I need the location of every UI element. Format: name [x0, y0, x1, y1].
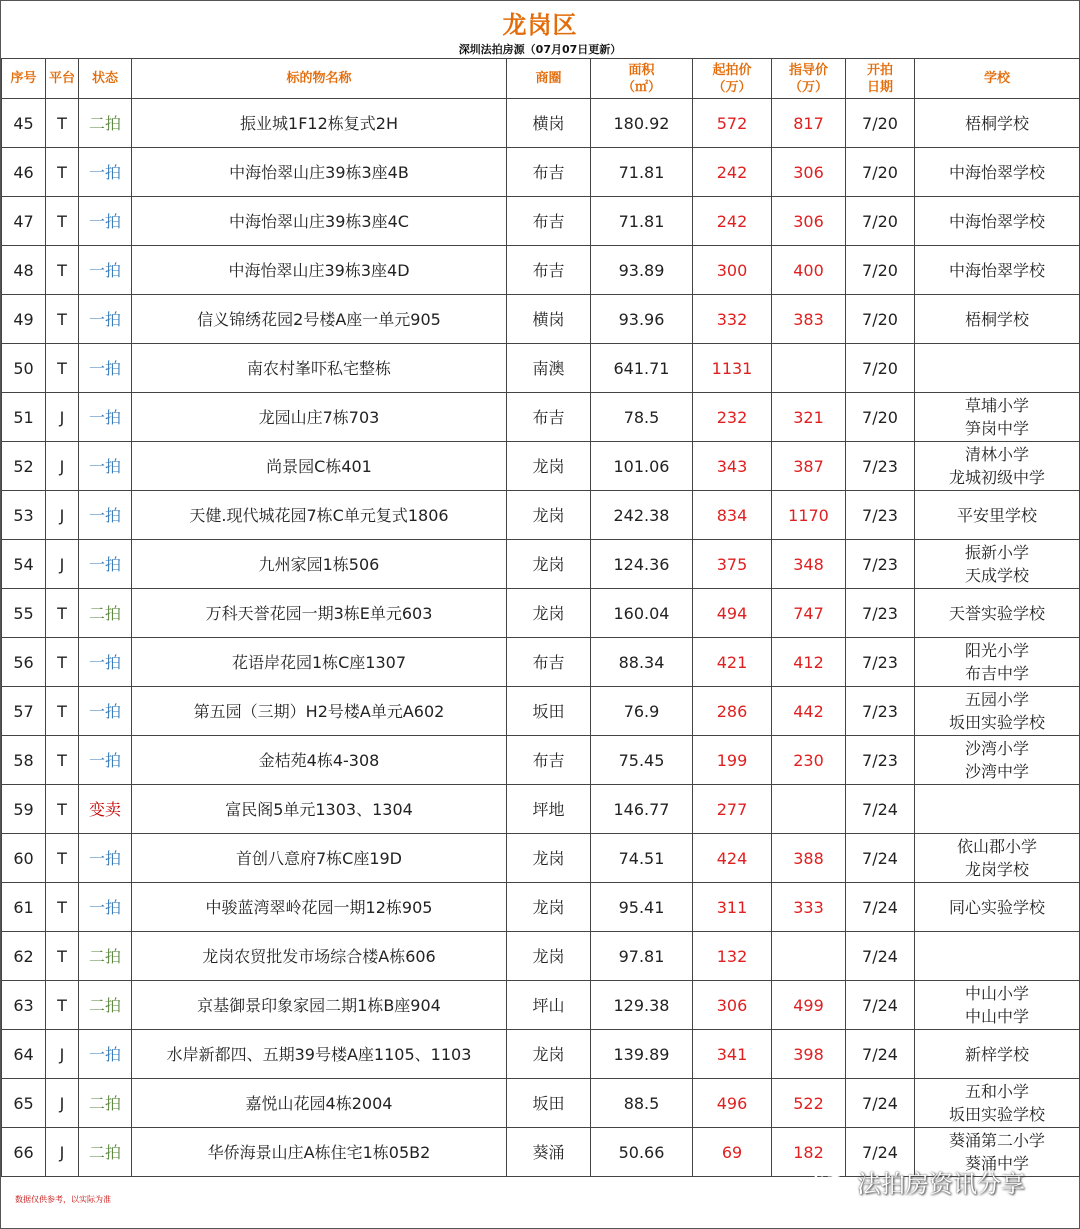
cell-name: 南农村峯吓私宅整栋 — [132, 344, 507, 393]
cell-name: 首创八意府7栋C座19D — [132, 834, 507, 883]
cell-guide-price: 387 — [772, 442, 846, 491]
cell-name: 中海怡翠山庄39栋3座4B — [132, 148, 507, 197]
cell-date: 7/23 — [846, 736, 915, 785]
school-name: 中海怡翠学校 — [948, 211, 1045, 231]
cell-name: 万科天誉花园一期3栋E单元603 — [132, 589, 507, 638]
school-name: 龙城初级中学 — [948, 468, 1045, 487]
cell-platform: T — [46, 736, 79, 785]
table-row — [2, 344, 1080, 393]
watermark — [813, 1164, 1025, 1199]
cell-no: 45 — [2, 99, 46, 148]
cell-zone: 坂田 — [507, 1079, 591, 1128]
cell-guide-price — [772, 785, 846, 834]
cell-start-price: 421 — [693, 638, 772, 687]
cell-name: 振业城1F12栋复式2H — [132, 99, 507, 148]
cell-platform: J — [46, 540, 79, 589]
cell-start-price: 341 — [693, 1030, 772, 1079]
cell-start-price: 277 — [693, 785, 772, 834]
cell-size: 93.96 — [591, 295, 693, 344]
cell-guide-price: 747 — [772, 589, 846, 638]
cell-zone: 布吉 — [507, 148, 591, 197]
header-row — [2, 59, 1080, 99]
school-name: 天成学校 — [964, 566, 1029, 585]
cell-guide-price: 306 — [772, 197, 846, 246]
table-row — [2, 736, 1080, 785]
cell-size: 88.34 — [591, 638, 693, 687]
school-name: 依山郡小学 — [956, 837, 1037, 856]
cell-school — [915, 785, 1080, 834]
cell-guide-price: 230 — [772, 736, 846, 785]
cell-date: 7/24 — [846, 932, 915, 981]
cell-size: 97.81 — [591, 932, 693, 981]
cell-size: 180.92 — [591, 99, 693, 148]
cell-zone: 横岗 — [507, 99, 591, 148]
cell-school — [915, 1079, 1080, 1128]
school-name: 五和小学 — [964, 1082, 1029, 1101]
cell-guide-price: 499 — [772, 981, 846, 1030]
cell-name: 中海怡翠山庄39栋3座4D — [132, 246, 507, 295]
cell-guide-price: 182 — [772, 1128, 846, 1177]
header-school: 学校 — [915, 59, 1080, 99]
cell-platform: J — [46, 442, 79, 491]
table-row — [2, 687, 1080, 736]
cell-size: 78.5 — [591, 393, 693, 442]
cell-size: 93.89 — [591, 246, 693, 295]
cell-size: 139.89 — [591, 1030, 693, 1079]
cell-start-price: 494 — [693, 589, 772, 638]
cell-name: 龙岗农贸批发市场综合楼A栋606 — [132, 932, 507, 981]
wechat-icon — [813, 1169, 847, 1195]
cell-size: 50.66 — [591, 1128, 693, 1177]
cell-zone: 布吉 — [507, 736, 591, 785]
cell-guide-price: 400 — [772, 246, 846, 295]
cell-no: 53 — [2, 491, 46, 540]
cell-no: 57 — [2, 687, 46, 736]
table-row — [2, 491, 1080, 540]
cell-platform: J — [46, 1079, 79, 1128]
cell-platform: J — [46, 1128, 79, 1177]
school-name: 坂田实验学校 — [948, 713, 1045, 732]
cell-size: 641.71 — [591, 344, 693, 393]
header-guide-price — [772, 59, 846, 99]
header-date — [846, 59, 915, 99]
header-start-line1: 起拍价 — [712, 62, 752, 78]
cell-no: 60 — [2, 834, 46, 883]
cell-name: 金桔苑4栋4-308 — [132, 736, 507, 785]
cell-name: 水岸新都四、五期39号楼A座1105、1103 — [132, 1030, 507, 1079]
cell-date: 7/20 — [846, 393, 915, 442]
cell-status: 二拍 — [79, 1079, 132, 1128]
cell-size: 129.38 — [591, 981, 693, 1030]
header-date-line2: 日期 — [866, 79, 893, 95]
table-row — [2, 589, 1080, 638]
cell-guide-price: 383 — [772, 295, 846, 344]
cell-start-price: 300 — [693, 246, 772, 295]
cell-start-price: 834 — [693, 491, 772, 540]
page-subtitle: 深圳法拍房源（07月07日更新） — [458, 43, 622, 56]
cell-guide-price: 321 — [772, 393, 846, 442]
cell-school — [915, 981, 1080, 1030]
cell-school — [915, 540, 1080, 589]
cell-no: 65 — [2, 1079, 46, 1128]
school-name: 梧桐学校 — [964, 113, 1029, 133]
cell-status: 一拍 — [79, 344, 132, 393]
cell-platform: T — [46, 589, 79, 638]
cell-start-price: 306 — [693, 981, 772, 1030]
school-name: 清林小学 — [964, 445, 1029, 464]
school-name: 葵涌第二小学 — [948, 1131, 1045, 1150]
cell-platform: T — [46, 687, 79, 736]
cell-zone: 龙岗 — [507, 932, 591, 981]
header-start-line2: （万） — [712, 79, 752, 95]
table-row — [2, 883, 1080, 932]
table-row — [2, 393, 1080, 442]
cell-start-price: 242 — [693, 197, 772, 246]
cell-name: 龙园山庄7栋703 — [132, 393, 507, 442]
school-name: 同心实验学校 — [948, 897, 1045, 917]
cell-guide-price: 1170 — [772, 491, 846, 540]
cell-name: 天健.现代城花园7栋C单元复式1806 — [132, 491, 507, 540]
cell-status: 二拍 — [79, 99, 132, 148]
cell-status: 一拍 — [79, 246, 132, 295]
school-name: 梧桐学校 — [964, 309, 1029, 329]
watermark-text: 法拍房资讯分享 — [857, 1170, 1025, 1198]
cell-no: 64 — [2, 1030, 46, 1079]
cell-start-price: 69 — [693, 1128, 772, 1177]
cell-size: 71.81 — [591, 148, 693, 197]
cell-status: 二拍 — [79, 1128, 132, 1177]
cell-status: 一拍 — [79, 736, 132, 785]
table-row — [2, 295, 1080, 344]
cell-size: 146.77 — [591, 785, 693, 834]
header-name: 标的物名称 — [132, 59, 507, 99]
header-status: 状态 — [79, 59, 132, 99]
cell-school — [915, 638, 1080, 687]
cell-size: 101.06 — [591, 442, 693, 491]
cell-name: 华侨海景山庄A栋住宅1栋05B2 — [132, 1128, 507, 1177]
table-row — [2, 785, 1080, 834]
cell-date: 7/23 — [846, 589, 915, 638]
cell-no: 46 — [2, 148, 46, 197]
cell-school — [915, 834, 1080, 883]
listing-table — [1, 58, 1080, 1177]
school-name: 笋岗中学 — [964, 419, 1029, 438]
cell-date: 7/24 — [846, 1128, 915, 1177]
cell-zone: 南澳 — [507, 344, 591, 393]
header-size-line2: （㎡） — [621, 79, 661, 95]
cell-status: 一拍 — [79, 687, 132, 736]
cell-zone: 坪地 — [507, 785, 591, 834]
cell-name: 尚景园C栋401 — [132, 442, 507, 491]
cell-name: 嘉悦山花园4栋2004 — [132, 1079, 507, 1128]
cell-start-price: 132 — [693, 932, 772, 981]
school-name: 天誉实验学校 — [948, 603, 1045, 623]
cell-name: 九州家园1栋506 — [132, 540, 507, 589]
school-name: 龙岗学校 — [964, 860, 1029, 879]
cell-platform: T — [46, 883, 79, 932]
cell-platform: T — [46, 785, 79, 834]
cell-size: 88.5 — [591, 1079, 693, 1128]
cell-date: 7/23 — [846, 442, 915, 491]
cell-date: 7/24 — [846, 883, 915, 932]
cell-no: 66 — [2, 1128, 46, 1177]
cell-platform: T — [46, 981, 79, 1030]
cell-status: 一拍 — [79, 1030, 132, 1079]
school-name: 中山小学 — [964, 984, 1029, 1003]
cell-no: 51 — [2, 393, 46, 442]
school-name: 五园小学 — [964, 690, 1029, 709]
header-date-line1: 开拍 — [866, 62, 893, 78]
cell-zone: 龙岗 — [507, 491, 591, 540]
table-row — [2, 981, 1080, 1030]
cell-start-price: 496 — [693, 1079, 772, 1128]
cell-size: 242.38 — [591, 491, 693, 540]
cell-date: 7/20 — [846, 295, 915, 344]
page-title: 龙岗区 — [502, 11, 578, 39]
cell-start-price: 375 — [693, 540, 772, 589]
cell-date: 7/20 — [846, 148, 915, 197]
cell-zone: 布吉 — [507, 197, 591, 246]
cell-start-price: 232 — [693, 393, 772, 442]
cell-platform: J — [46, 1030, 79, 1079]
school-name: 振新小学 — [964, 543, 1029, 562]
cell-guide-price: 442 — [772, 687, 846, 736]
cell-date: 7/20 — [846, 344, 915, 393]
cell-guide-price: 348 — [772, 540, 846, 589]
cell-school — [915, 932, 1080, 981]
cell-status: 一拍 — [79, 442, 132, 491]
cell-status: 一拍 — [79, 491, 132, 540]
cell-platform: T — [46, 344, 79, 393]
school-name: 葵涌中学 — [964, 1154, 1029, 1173]
cell-status: 一拍 — [79, 834, 132, 883]
cell-zone: 龙岗 — [507, 589, 591, 638]
table-row — [2, 1079, 1080, 1128]
cell-no: 54 — [2, 540, 46, 589]
cell-zone: 龙岗 — [507, 883, 591, 932]
cell-status: 一拍 — [79, 638, 132, 687]
cell-status: 二拍 — [79, 932, 132, 981]
header-size — [591, 59, 693, 99]
cell-start-price: 572 — [693, 99, 772, 148]
cell-size: 160.04 — [591, 589, 693, 638]
cell-platform: T — [46, 99, 79, 148]
table-row — [2, 638, 1080, 687]
cell-zone: 布吉 — [507, 246, 591, 295]
cell-start-price: 286 — [693, 687, 772, 736]
cell-school — [915, 246, 1080, 295]
cell-name: 京基御景印象家园二期1栋B座904 — [132, 981, 507, 1030]
cell-status: 一拍 — [79, 883, 132, 932]
cell-name: 中骏蓝湾翠岭花园一期12栋905 — [132, 883, 507, 932]
cell-guide-price: 306 — [772, 148, 846, 197]
cell-school — [915, 393, 1080, 442]
cell-no: 58 — [2, 736, 46, 785]
table-row — [2, 834, 1080, 883]
cell-platform: T — [46, 932, 79, 981]
cell-no: 47 — [2, 197, 46, 246]
cell-guide-price: 412 — [772, 638, 846, 687]
cell-no: 50 — [2, 344, 46, 393]
header-size-line1: 面积 — [628, 62, 655, 78]
cell-no: 48 — [2, 246, 46, 295]
cell-size: 74.51 — [591, 834, 693, 883]
cell-start-price: 1131 — [693, 344, 772, 393]
cell-status: 变卖 — [79, 785, 132, 834]
cell-guide-price: 388 — [772, 834, 846, 883]
cell-start-price: 311 — [693, 883, 772, 932]
cell-no: 49 — [2, 295, 46, 344]
cell-platform: J — [46, 491, 79, 540]
cell-status: 一拍 — [79, 540, 132, 589]
table-row — [2, 148, 1080, 197]
cell-status: 一拍 — [79, 197, 132, 246]
cell-school — [915, 1030, 1080, 1079]
cell-guide-price: 333 — [772, 883, 846, 932]
school-name: 坂田实验学校 — [948, 1105, 1045, 1124]
cell-school — [915, 736, 1080, 785]
cell-date: 7/24 — [846, 1079, 915, 1128]
school-name: 中海怡翠学校 — [948, 162, 1045, 182]
cell-status: 一拍 — [79, 295, 132, 344]
table-row — [2, 246, 1080, 295]
cell-zone: 布吉 — [507, 638, 591, 687]
cell-platform: T — [46, 246, 79, 295]
cell-size: 71.81 — [591, 197, 693, 246]
school-name: 新梓学校 — [964, 1044, 1029, 1064]
school-name: 阳光小学 — [964, 641, 1029, 660]
cell-platform: T — [46, 834, 79, 883]
cell-status: 一拍 — [79, 148, 132, 197]
school-name: 沙湾小学 — [964, 739, 1029, 758]
table-row — [2, 540, 1080, 589]
cell-date: 7/20 — [846, 197, 915, 246]
header-platform: 平台 — [46, 59, 79, 99]
school-name: 中海怡翠学校 — [948, 260, 1045, 280]
cell-zone: 葵涌 — [507, 1128, 591, 1177]
cell-school — [915, 197, 1080, 246]
cell-guide-price — [772, 932, 846, 981]
cell-guide-price: 522 — [772, 1079, 846, 1128]
cell-date: 7/23 — [846, 638, 915, 687]
cell-platform: J — [46, 393, 79, 442]
cell-zone: 横岗 — [507, 295, 591, 344]
cell-no: 55 — [2, 589, 46, 638]
cell-name: 富民阁5单元1303、1304 — [132, 785, 507, 834]
cell-school — [915, 442, 1080, 491]
table-row — [2, 197, 1080, 246]
school-name: 中山中学 — [964, 1007, 1029, 1026]
cell-platform: T — [46, 197, 79, 246]
cell-name: 第五园（三期）H2号楼A单元A602 — [132, 687, 507, 736]
cell-school — [915, 99, 1080, 148]
cell-school — [915, 344, 1080, 393]
cell-no: 63 — [2, 981, 46, 1030]
cell-zone: 龙岗 — [507, 1030, 591, 1079]
cell-date: 7/23 — [846, 540, 915, 589]
cell-no: 61 — [2, 883, 46, 932]
school-name: 布吉中学 — [964, 664, 1029, 683]
cell-school — [915, 687, 1080, 736]
cell-zone: 坂田 — [507, 687, 591, 736]
cell-date: 7/23 — [846, 687, 915, 736]
footnote: 数据仅供参考，以实际为准 — [15, 1195, 111, 1204]
header-zone: 商圈 — [507, 59, 591, 99]
cell-guide-price — [772, 344, 846, 393]
cell-start-price: 242 — [693, 148, 772, 197]
cell-school — [915, 295, 1080, 344]
table-row — [2, 932, 1080, 981]
cell-zone: 布吉 — [507, 393, 591, 442]
cell-date: 7/24 — [846, 1030, 915, 1079]
cell-name: 中海怡翠山庄39栋3座4C — [132, 197, 507, 246]
cell-date: 7/24 — [846, 981, 915, 1030]
cell-size: 124.36 — [591, 540, 693, 589]
cell-size: 95.41 — [591, 883, 693, 932]
cell-platform: T — [46, 148, 79, 197]
table-row — [2, 442, 1080, 491]
cell-date: 7/24 — [846, 834, 915, 883]
cell-status: 二拍 — [79, 981, 132, 1030]
cell-size: 76.9 — [591, 687, 693, 736]
cell-name: 花语岸花园1栋C座1307 — [132, 638, 507, 687]
cell-size: 75.45 — [591, 736, 693, 785]
header-guide-line1: 指导价 — [788, 62, 828, 78]
cell-platform: T — [46, 638, 79, 687]
cell-no: 56 — [2, 638, 46, 687]
cell-zone: 坪山 — [507, 981, 591, 1030]
cell-school — [915, 883, 1080, 932]
cell-name: 信义锦绣花园2号楼A座一单元905 — [132, 295, 507, 344]
cell-start-price: 199 — [693, 736, 772, 785]
school-name: 草埔小学 — [964, 396, 1029, 415]
header-start-price — [693, 59, 772, 99]
cell-no: 62 — [2, 932, 46, 981]
cell-start-price: 424 — [693, 834, 772, 883]
header-guide-line2: （万） — [788, 79, 828, 95]
cell-no: 59 — [2, 785, 46, 834]
cell-start-price: 343 — [693, 442, 772, 491]
cell-guide-price: 817 — [772, 99, 846, 148]
cell-date: 7/23 — [846, 491, 915, 540]
cell-no: 52 — [2, 442, 46, 491]
cell-zone: 龙岗 — [507, 834, 591, 883]
cell-school — [915, 491, 1080, 540]
cell-guide-price: 398 — [772, 1030, 846, 1079]
cell-status: 二拍 — [79, 589, 132, 638]
cell-school — [915, 148, 1080, 197]
cell-start-price: 332 — [693, 295, 772, 344]
cell-date: 7/20 — [846, 99, 915, 148]
cell-date: 7/24 — [846, 785, 915, 834]
cell-zone: 龙岗 — [507, 442, 591, 491]
school-name: 沙湾中学 — [964, 762, 1029, 781]
cell-date: 7/20 — [846, 246, 915, 295]
table-row — [2, 99, 1080, 148]
header-no: 序号 — [2, 59, 46, 99]
school-name: 平安里学校 — [956, 505, 1037, 525]
cell-school — [915, 589, 1080, 638]
cell-platform: T — [46, 295, 79, 344]
cell-status: 一拍 — [79, 393, 132, 442]
cell-zone: 龙岗 — [507, 540, 591, 589]
table-row — [2, 1030, 1080, 1079]
